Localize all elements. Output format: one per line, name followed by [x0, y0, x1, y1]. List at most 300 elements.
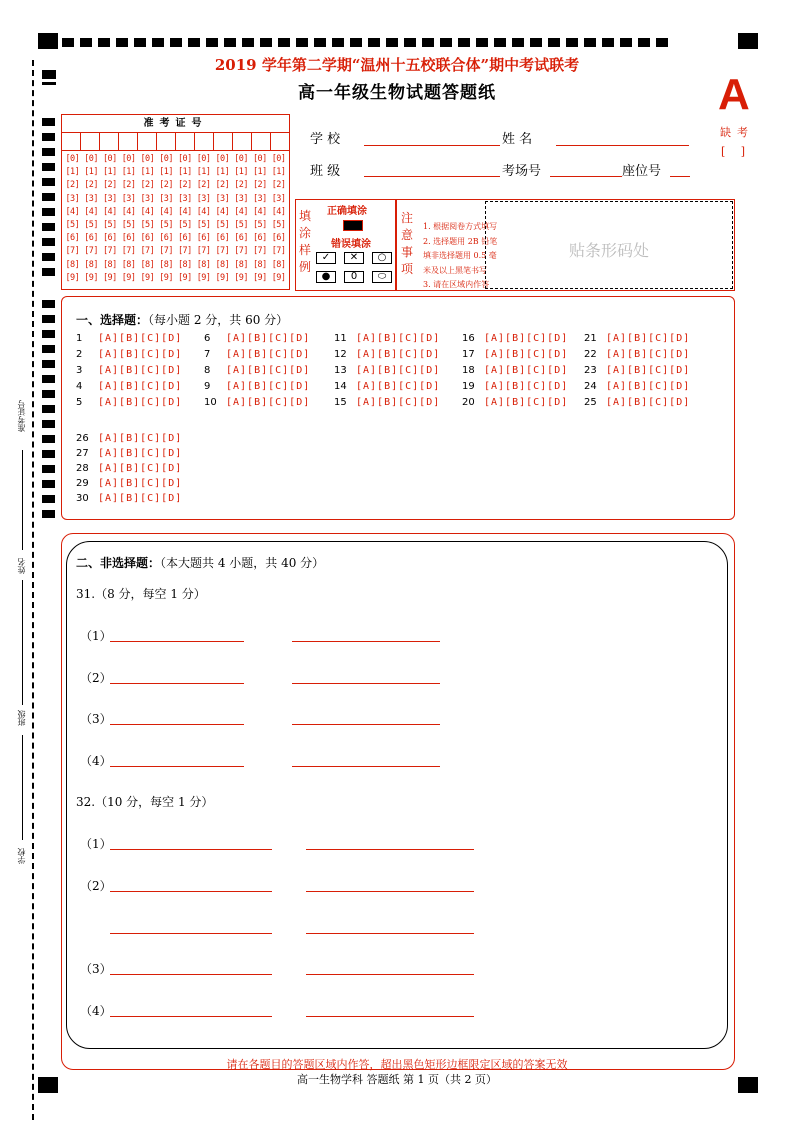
- mcq-answer-bubbles[interactable]: [A][B][C][D]: [606, 397, 691, 408]
- q32-answer-line[interactable]: [306, 891, 474, 892]
- mcq-answer-bubbles[interactable]: [A][B][C][D]: [226, 365, 311, 376]
- exam-id-write-cell[interactable]: [157, 133, 176, 150]
- exam-id-column: [101, 153, 120, 285]
- exam-id-bubble[interactable]: [3]: [196, 193, 211, 204]
- exam-id-bubble[interactable]: [0]: [159, 154, 174, 164]
- exam-id-bubble[interactable]: [6]: [65, 233, 80, 244]
- mcq-answer-bubbles[interactable]: [A][B][C][D]: [356, 397, 441, 408]
- exam-id-bubble[interactable]: [9]: [121, 272, 136, 283]
- absent-checkbox[interactable]: [ ]: [721, 145, 752, 158]
- exam-id-bubble[interactable]: [3]: [84, 193, 99, 204]
- mcq-question-9: [204, 381, 310, 392]
- mcq-answer-bubbles[interactable]: [A][B][C][D]: [606, 349, 691, 360]
- exam-id-bubble[interactable]: [5]: [215, 220, 230, 231]
- q32-answer-line[interactable]: [306, 1016, 474, 1017]
- left-timing-marks-mcq: [42, 300, 56, 525]
- mcq-question-16: [462, 333, 568, 344]
- exam-id-bubble[interactable]: [9]: [271, 272, 286, 283]
- mcq-question-number: 3: [76, 365, 83, 376]
- exam-id-bubble[interactable]: [0]: [177, 154, 192, 164]
- exam-id-bubble[interactable]: [0]: [252, 154, 267, 164]
- exam-id-bubble[interactable]: [3]: [177, 193, 192, 204]
- timing-mark: [62, 38, 74, 47]
- exam-id-bubble[interactable]: [4]: [159, 206, 174, 217]
- mcq-answer-bubbles[interactable]: [A][B][C][D]: [98, 448, 183, 459]
- mcq-question-number: 22: [584, 349, 597, 360]
- fill-sample-box: [295, 199, 396, 291]
- exam-id-bubble[interactable]: [0]: [140, 154, 155, 164]
- q31-blank-label-4: （4）: [80, 754, 112, 768]
- timing-mark: [620, 38, 632, 47]
- sheet-title: 高一年级生物试题答题纸: [298, 83, 496, 103]
- exam-id-bubble[interactable]: [6]: [159, 233, 174, 244]
- q31-answer-line[interactable]: [292, 766, 440, 767]
- exam-id-bubble[interactable]: [2]: [234, 180, 249, 191]
- exam-id-bubble[interactable]: [4]: [271, 206, 286, 217]
- wrong-mark-check-icon: ✓: [316, 252, 336, 264]
- mcq-question-26: [76, 433, 182, 444]
- mcq-answer-bubbles[interactable]: [A][B][C][D]: [98, 397, 183, 408]
- exam-id-bubble[interactable]: [4]: [234, 206, 249, 217]
- exam-id-bubble[interactable]: [7]: [84, 246, 99, 257]
- mcq-question-24: [584, 381, 690, 392]
- exam-id-write-cell[interactable]: [233, 133, 252, 150]
- mcq-question-10: [204, 397, 310, 408]
- mcq-question-29: [76, 478, 182, 489]
- mcq-question-number: 24: [584, 381, 597, 392]
- mcq-answer-bubbles[interactable]: [A][B][C][D]: [356, 333, 441, 344]
- absent-label: 缺考: [720, 126, 754, 139]
- timing-mark: [116, 38, 128, 47]
- timing-mark: [42, 148, 55, 156]
- q32-answer-line[interactable]: [306, 933, 474, 934]
- exam-id-bubble[interactable]: [1]: [252, 167, 267, 178]
- wrong-mark-cross-icon: ✕: [344, 252, 364, 264]
- exam-title: 2019 学年第二学期“温州十五校联合体”期中考试联考: [214, 56, 580, 74]
- timing-mark: [42, 420, 55, 428]
- exam-id-write-cells[interactable]: [62, 133, 289, 151]
- exam-id-bubble[interactable]: [6]: [252, 233, 267, 244]
- exam-id-bubble[interactable]: [0]: [271, 154, 286, 164]
- non-choice-heading: [76, 554, 324, 571]
- exam-id-bubble[interactable]: [6]: [177, 233, 192, 244]
- exam-id-bubble[interactable]: [9]: [84, 272, 99, 283]
- exam-id-bubble[interactable]: [3]: [271, 193, 286, 204]
- exam-id-bubble[interactable]: [4]: [140, 206, 155, 217]
- barcode-label: 贴条形码处: [568, 241, 649, 260]
- timing-mark: [638, 38, 650, 47]
- mcq-answer-bubbles[interactable]: [A][B][C][D]: [98, 381, 183, 392]
- exam-id-bubble[interactable]: [1]: [159, 167, 174, 178]
- mcq-answer-bubbles[interactable]: [A][B][C][D]: [356, 381, 441, 392]
- mcq-question-number: 17: [462, 349, 475, 360]
- mcq-question-number: 21: [584, 333, 597, 344]
- mcq-heading: [76, 311, 288, 328]
- timing-mark: [80, 38, 92, 47]
- exam-id-bubble[interactable]: [5]: [159, 220, 174, 231]
- exam-id-bubble[interactable]: [3]: [140, 193, 155, 204]
- q31-answer-line[interactable]: [110, 641, 244, 642]
- exam-id-bubble[interactable]: [4]: [177, 206, 192, 217]
- q32-answer-line[interactable]: [306, 849, 474, 850]
- exam-id-bubble[interactable]: [2]: [159, 180, 174, 191]
- exam-id-write-cell[interactable]: [176, 133, 195, 150]
- timing-mark: [42, 450, 55, 458]
- mcq-answer-bubbles[interactable]: [A][B][C][D]: [606, 381, 691, 392]
- mcq-question-3: [76, 365, 182, 376]
- exam-id-bubble[interactable]: [4]: [252, 206, 267, 217]
- timing-mark: [170, 38, 182, 47]
- mcq-question-12: [334, 349, 440, 360]
- timing-mark: [422, 38, 434, 47]
- mcq-answer-bubbles[interactable]: [A][B][C][D]: [226, 381, 311, 392]
- exam-id-write-cell[interactable]: [138, 133, 157, 150]
- timing-mark: [42, 405, 55, 413]
- exam-id-bubble[interactable]: [9]: [65, 272, 80, 283]
- exam-id-bubble[interactable]: [1]: [65, 167, 80, 178]
- exam-id-bubble[interactable]: [5]: [121, 220, 136, 231]
- mcq-question-number: 19: [462, 381, 475, 392]
- exam-id-bubble[interactable]: [7]: [252, 246, 267, 257]
- timing-mark: [42, 253, 55, 261]
- exam-id-bubble[interactable]: [5]: [271, 220, 286, 231]
- exam-id-write-cell[interactable]: [100, 133, 119, 150]
- exam-id-title: 准考证号: [62, 115, 289, 133]
- timing-mark: [332, 38, 344, 47]
- exam-id-bubble[interactable]: [0]: [234, 154, 249, 164]
- mcq-answer-bubbles[interactable]: [A][B][C][D]: [484, 365, 569, 376]
- side-label-name: 姓名: [17, 558, 26, 574]
- exam-id-bubble[interactable]: [1]: [121, 167, 136, 178]
- exam-id-bubble[interactable]: [4]: [215, 206, 230, 217]
- mcq-answer-bubbles[interactable]: [A][B][C][D]: [98, 433, 183, 444]
- exam-id-bubble[interactable]: [2]: [177, 180, 192, 191]
- timing-mark: [404, 38, 416, 47]
- timing-mark: [42, 178, 55, 186]
- mcq-answer-bubbles[interactable]: [A][B][C][D]: [98, 365, 183, 376]
- q31-answer-line[interactable]: [292, 641, 440, 642]
- exam-id-bubble[interactable]: [0]: [196, 154, 211, 164]
- exam-id-bubble[interactable]: [6]: [140, 233, 155, 244]
- mcq-answer-bubbles[interactable]: [A][B][C][D]: [356, 349, 441, 360]
- timing-mark: [206, 38, 218, 47]
- exam-id-bubble[interactable]: [8]: [102, 259, 117, 270]
- exam-id-write-cell[interactable]: [252, 133, 271, 150]
- name-field[interactable]: [556, 145, 689, 146]
- exam-id-bubble[interactable]: [7]: [140, 246, 155, 257]
- corner-mark-top-right: [738, 33, 758, 49]
- exam-id-bubble[interactable]: [7]: [121, 246, 136, 257]
- room-label: 考场号: [502, 164, 542, 179]
- exam-id-bubble[interactable]: [9]: [102, 272, 117, 283]
- exam-id-column: [119, 153, 138, 285]
- mcq-question-15: [334, 397, 440, 408]
- timing-mark: [494, 38, 506, 47]
- mcq-question-number: 23: [584, 365, 597, 376]
- fill-sample-side-label: [298, 208, 314, 276]
- mcq-question-8: [204, 365, 310, 376]
- exam-id-bubble[interactable]: [4]: [102, 206, 117, 217]
- q31-answer-line[interactable]: [292, 724, 440, 725]
- paper-version: A: [718, 70, 750, 119]
- timing-mark: [42, 238, 55, 246]
- exam-id-bubble[interactable]: [1]: [234, 167, 249, 178]
- exam-id-bubble[interactable]: [4]: [65, 206, 80, 217]
- side-label-class: 班级: [17, 710, 26, 726]
- exam-id-bubble[interactable]: [2]: [215, 180, 230, 191]
- exam-id-bubble[interactable]: [5]: [140, 220, 155, 231]
- room-field[interactable]: [550, 176, 622, 177]
- exam-id-bubble[interactable]: [7]: [65, 246, 80, 257]
- exam-id-bubble[interactable]: [1]: [271, 167, 286, 178]
- timing-mark: [188, 38, 200, 47]
- timing-mark: [42, 193, 55, 201]
- mcq-question-1: [76, 333, 182, 344]
- timing-mark: [458, 38, 470, 47]
- exam-id-bubble[interactable]: [5]: [84, 220, 99, 231]
- left-timing-marks-id: [42, 118, 56, 283]
- notes-box: [396, 199, 735, 291]
- timing-mark: [152, 38, 164, 47]
- mcq-answer-bubbles[interactable]: [A][B][C][D]: [98, 478, 183, 489]
- exam-id-bubble[interactable]: [6]: [196, 233, 211, 244]
- class-field[interactable]: [364, 176, 500, 177]
- timing-mark: [314, 38, 326, 47]
- exam-id-bubble[interactable]: [4]: [196, 206, 211, 217]
- exam-id-bubble[interactable]: [8]: [121, 259, 136, 270]
- seat-label: 座位号: [622, 164, 662, 179]
- q32-answer-line[interactable]: [306, 974, 474, 975]
- exam-id-column: [82, 153, 101, 285]
- timing-mark: [548, 38, 560, 47]
- exam-id-bubble[interactable]: [5]: [65, 220, 80, 231]
- exam-id-bubble[interactable]: [6]: [121, 233, 136, 244]
- q32-answer-line[interactable]: [110, 1016, 272, 1017]
- seat-field[interactable]: [670, 176, 690, 177]
- exam-id-bubble[interactable]: [8]: [65, 259, 80, 270]
- exam-id-bubble[interactable]: [2]: [102, 180, 117, 191]
- mcq-question-23: [584, 365, 690, 376]
- exam-id-write-cell[interactable]: [81, 133, 100, 150]
- mcq-question-20: [462, 397, 568, 408]
- exam-id-bubble[interactable]: [7]: [271, 246, 286, 257]
- exam-id-bubble[interactable]: [3]: [234, 193, 249, 204]
- exam-id-bubble[interactable]: [5]: [234, 220, 249, 231]
- exam-id-bubble[interactable]: [3]: [252, 193, 267, 204]
- exam-id-bubble[interactable]: [5]: [102, 220, 117, 231]
- notes-side-label: [400, 210, 416, 278]
- exam-id-write-cell[interactable]: [214, 133, 233, 150]
- timing-mark: [530, 38, 542, 47]
- mcq-answer-bubbles[interactable]: [A][B][C][D]: [484, 381, 569, 392]
- exam-id-bubble[interactable]: [1]: [84, 167, 99, 178]
- exam-id-bubble[interactable]: [2]: [252, 180, 267, 191]
- timing-mark: [224, 38, 236, 47]
- corner-mark-top-left: [38, 33, 58, 49]
- mcq-question-2: [76, 349, 182, 360]
- mcq-answer-bubbles[interactable]: [A][B][C][D]: [98, 493, 183, 504]
- timing-mark: [42, 495, 55, 503]
- exam-id-column: [138, 153, 157, 285]
- exam-id-bubble[interactable]: [8]: [159, 259, 174, 270]
- exam-id-bubble[interactable]: [9]: [252, 272, 267, 283]
- exam-id-bubble[interactable]: [0]: [84, 154, 99, 164]
- exam-id-bubble[interactable]: [3]: [159, 193, 174, 204]
- mcq-question-number: 9: [204, 381, 211, 392]
- mcq-answer-bubbles[interactable]: [A][B][C][D]: [606, 365, 691, 376]
- q32-answer-line[interactable]: [110, 849, 272, 850]
- exam-id-bubble[interactable]: [2]: [84, 180, 99, 191]
- timing-mark: [42, 465, 55, 473]
- timing-mark: [42, 300, 55, 308]
- mcq-question-4: [76, 381, 182, 392]
- q31-answer-line[interactable]: [110, 766, 244, 767]
- exam-id-bubble[interactable]: [5]: [177, 220, 192, 231]
- exam-id-bubble[interactable]: [9]: [177, 272, 192, 283]
- exam-id-write-cell[interactable]: [271, 133, 289, 150]
- exam-id-bubble[interactable]: [5]: [196, 220, 211, 231]
- exam-id-bubble[interactable]: [6]: [215, 233, 230, 244]
- exam-id-bubble[interactable]: [6]: [84, 233, 99, 244]
- mcq-question-number: 4: [76, 381, 83, 392]
- q31-blank-label-1: （1）: [80, 629, 112, 643]
- exam-id-bubbles[interactable]: [62, 151, 289, 285]
- exam-id-bubble[interactable]: [6]: [102, 233, 117, 244]
- note-item: 填非选择题用 0.5 毫: [423, 251, 497, 260]
- exam-id-column: [232, 153, 251, 285]
- exam-id-bubble[interactable]: [7]: [177, 246, 192, 257]
- exam-id-bubble[interactable]: [2]: [140, 180, 155, 191]
- q32-answer-line[interactable]: [110, 933, 272, 934]
- mcq-answer-bubbles[interactable]: [A][B][C][D]: [356, 365, 441, 376]
- q32-blank-label-2: （2）: [80, 879, 112, 893]
- exam-id-write-cell[interactable]: [62, 133, 81, 150]
- exam-id-bubble[interactable]: [2]: [196, 180, 211, 191]
- exam-id-bubble[interactable]: [8]: [252, 259, 267, 270]
- exam-id-bubble[interactable]: [8]: [215, 259, 230, 270]
- mcq-question-number: 13: [334, 365, 347, 376]
- exam-id-bubble[interactable]: [3]: [215, 193, 230, 204]
- timing-mark: [42, 223, 55, 231]
- mcq-answer-bubbles[interactable]: [A][B][C][D]: [98, 333, 183, 344]
- q31-answer-line[interactable]: [110, 724, 244, 725]
- exam-id-bubble[interactable]: [4]: [84, 206, 99, 217]
- exam-id-bubble[interactable]: [2]: [121, 180, 136, 191]
- exam-id-bubble[interactable]: [7]: [215, 246, 230, 257]
- note-item: 3. 请在区域内作答: [423, 280, 490, 289]
- exam-id-bubble[interactable]: [4]: [121, 206, 136, 217]
- mcq-answer-bubbles[interactable]: [A][B][C][D]: [226, 349, 311, 360]
- exam-id-bubble[interactable]: [9]: [159, 272, 174, 283]
- fill-sample-side-text: 填涂样例: [298, 209, 311, 274]
- exam-id-bubble[interactable]: [0]: [215, 154, 230, 164]
- exam-id-bubble[interactable]: [8]: [177, 259, 192, 270]
- footer-warning: 请在各题目的答题区域内作答，超出黑色矩形边框限定区域的答案无效: [226, 1058, 568, 1071]
- exam-id-bubble[interactable]: [9]: [234, 272, 249, 283]
- exam-id-column: [157, 153, 176, 285]
- top-timing-marks: [62, 38, 752, 48]
- exam-id-bubble[interactable]: [6]: [271, 233, 286, 244]
- note-item: 米及以上黑笔书写: [423, 265, 487, 275]
- mcq-answer-bubbles[interactable]: [A][B][C][D]: [98, 349, 183, 360]
- mcq-question-14: [334, 381, 440, 392]
- exam-id-bubble[interactable]: [8]: [196, 259, 211, 270]
- mcq-question-number: 15: [334, 397, 347, 408]
- exam-id-grid: [61, 114, 290, 290]
- mcq-answer-bubbles[interactable]: [A][B][C][D]: [226, 397, 311, 408]
- exam-id-column: [194, 153, 213, 285]
- timing-mark: [42, 330, 55, 338]
- exam-id-bubble[interactable]: [0]: [65, 154, 80, 164]
- exam-id-bubble[interactable]: [2]: [271, 180, 286, 191]
- exam-id-bubble[interactable]: [9]: [140, 272, 155, 283]
- correct-fill-label: 正确填涂: [327, 206, 367, 217]
- exam-id-bubble[interactable]: [1]: [215, 167, 230, 178]
- exam-id-bubble[interactable]: [0]: [121, 154, 136, 164]
- timing-mark: [566, 38, 578, 47]
- exam-id-bubble[interactable]: [0]: [102, 154, 117, 164]
- exam-id-bubble[interactable]: [1]: [196, 167, 211, 178]
- exam-id-bubble[interactable]: [7]: [234, 246, 249, 257]
- mcq-question-28: [76, 463, 182, 474]
- exam-id-bubble[interactable]: [9]: [196, 272, 211, 283]
- exam-id-bubble[interactable]: [8]: [84, 259, 99, 270]
- exam-id-write-cell[interactable]: [195, 133, 214, 150]
- exam-id-write-cell[interactable]: [119, 133, 138, 150]
- mcq-question-number: 25: [584, 397, 597, 408]
- mcq-answer-bubbles[interactable]: [A][B][C][D]: [98, 463, 183, 474]
- name-label: 姓 名: [502, 132, 533, 147]
- exam-id-bubble[interactable]: [9]: [215, 272, 230, 283]
- wrong-mark-dot-icon: ●: [316, 271, 336, 283]
- exam-id-bubble[interactable]: [7]: [196, 246, 211, 257]
- timing-mark: [476, 38, 488, 47]
- exam-id-bubble[interactable]: [5]: [252, 220, 267, 231]
- timing-mark: [368, 38, 380, 47]
- timing-mark: [42, 315, 55, 323]
- exam-id-bubble[interactable]: [7]: [102, 246, 117, 257]
- q31-answer-line[interactable]: [292, 683, 440, 684]
- exam-id-bubble[interactable]: [8]: [234, 259, 249, 270]
- school-field[interactable]: [364, 145, 500, 146]
- exam-id-bubble[interactable]: [3]: [65, 193, 80, 204]
- mcq-answer-bubbles[interactable]: [A][B][C][D]: [484, 397, 569, 408]
- exam-id-bubble[interactable]: [3]: [121, 193, 136, 204]
- timing-mark: [42, 510, 55, 518]
- exam-id-bubble[interactable]: [8]: [271, 259, 286, 270]
- exam-id-bubble[interactable]: [8]: [140, 259, 155, 270]
- q31-answer-line[interactable]: [110, 683, 244, 684]
- mcq-answer-bubbles[interactable]: [A][B][C][D]: [226, 333, 311, 344]
- exam-id-bubble[interactable]: [2]: [65, 180, 80, 191]
- note-item: 1. 根据阅卷方式填写: [423, 222, 498, 231]
- exam-id-bubble[interactable]: [1]: [102, 167, 117, 178]
- exam-id-bubble[interactable]: [7]: [159, 246, 174, 257]
- exam-id-bubble[interactable]: [3]: [102, 193, 117, 204]
- mcq-heading-note: （每小题 2 分，共 60 分）: [148, 313, 289, 327]
- exam-id-column: [63, 153, 82, 285]
- exam-id-bubble[interactable]: [1]: [177, 167, 192, 178]
- q32-answer-line[interactable]: [110, 891, 272, 892]
- mcq-answer-bubbles[interactable]: [A][B][C][D]: [606, 333, 691, 344]
- timing-mark: [42, 268, 55, 276]
- exam-id-bubble[interactable]: [6]: [234, 233, 249, 244]
- mcq-answer-bubbles[interactable]: [A][B][C][D]: [484, 333, 569, 344]
- q32-answer-line[interactable]: [110, 974, 272, 975]
- mcq-question-27: [76, 448, 182, 459]
- exam-id-bubble[interactable]: [1]: [140, 167, 155, 178]
- mcq-answer-bubbles[interactable]: [A][B][C][D]: [484, 349, 569, 360]
